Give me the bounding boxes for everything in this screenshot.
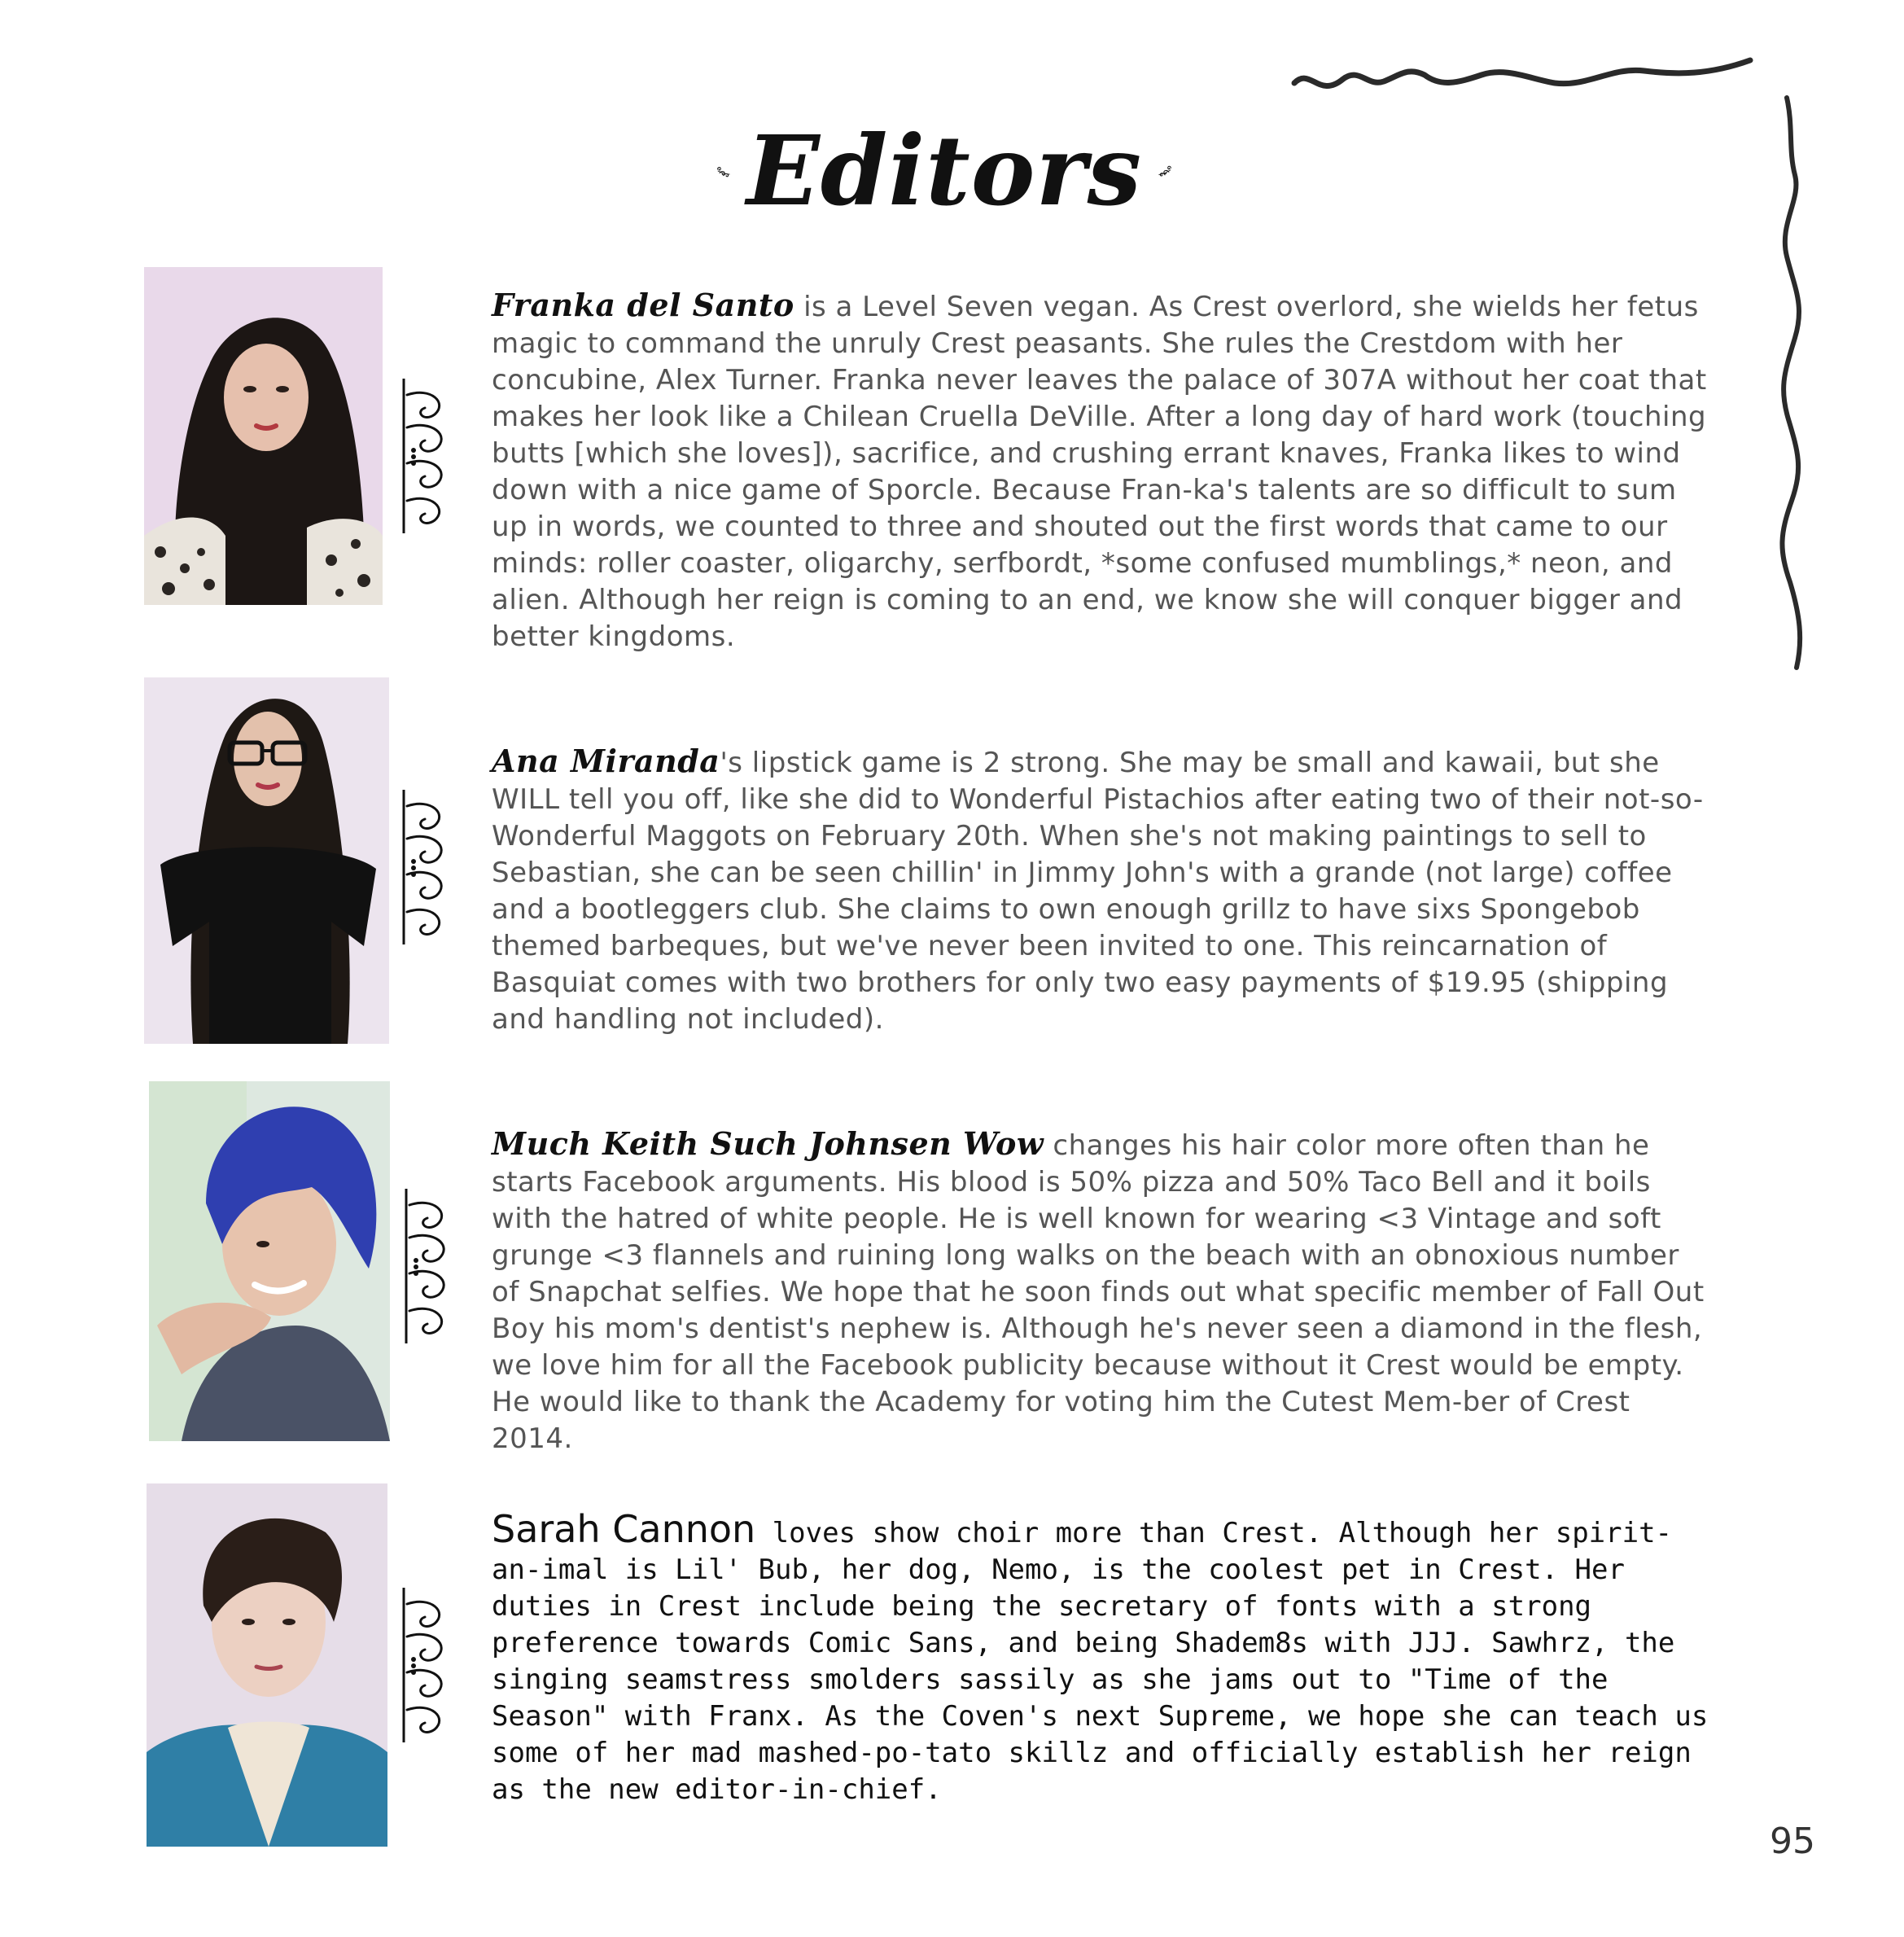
ornament-divider-icon [399, 790, 456, 944]
editor-name-keith: Much Keith Such Johnsen Wow [492, 1125, 1044, 1162]
ornament-divider-icon [399, 1588, 456, 1742]
editor-bio-ana [492, 743, 1713, 1038]
page-title [716, 114, 1172, 228]
editor-name-franka: Franka del Santo [492, 287, 794, 323]
page-title-text: Editors [746, 114, 1143, 227]
brush-squiggle-top [1286, 50, 1758, 107]
editor-bio-sarah [492, 1507, 1713, 1808]
editor-photo-sarah [147, 1483, 387, 1847]
ornament-divider-icon [401, 1189, 458, 1343]
page-number: 95 [1770, 1821, 1815, 1862]
editor-bio-text-franka: is a Level Seven vegan. As Crest overlord, she wields her fetus magic to command the unruly Crest peasants. She rules the Crestdom with her concubine, Alex Turner. Franka never leaves the palace of 307A without her coat that makes her look like a Chilean Cruella DeVille. After a long day of hard work (touching butts [which she loves]), sacrifice, and crushing errant knaves, Franka likes to wind down with a nice game of Sporcle. Because Fran-ka's talents are so difficult to sum up in words, we counted to three and shouted out the first words that came to our minds: roller coaster, oligarchy, serfbordt, *some confused mumblings,* neon, and alien. Although her reign is coming to an end, we know she will conquer bigger and better kingdoms. [492, 291, 1707, 653]
editor-bio-franka [492, 287, 1713, 655]
editor-bio-text-keith: changes his hair color more often than he starts Facebook arguments. His blood is 50% pizza and 50% Taco Bell and it boils with the hatred of white people. He is well known for wearing <3 Vintage and soft grunge <3 flannels and ruining long walks on the beach with an obnoxious number of Snapchat selfies. We hope that he soon finds out what specific member of Fall Out Boy his mom's dentist's nephew is. Although he's never seen a diamond in the flesh, we love him for all the Facebook publicity because without it Crest would be empty. He would like to thank the Academy for voting him the Cutest Mem-ber of Crest 2014. [492, 1129, 1705, 1455]
ornament-divider-icon [399, 379, 456, 533]
editor-bio-keith [492, 1125, 1713, 1457]
editor-photo-ana [144, 677, 389, 1044]
editor-bio-text-ana: 's lipstick game is 2 strong. She may be small and kawaii, but she WILL tell you off, like she did to Wonderful Pistachios after eating two of their not-so-Wonderful Maggots on February 20th. When she's not making paintings to sell to Sebastian, she can be seen chillin' in Jimmy John's with a grande (not large) coffee and a bootleggers club. She claims to own enough grillz to have sixs Spongebob themed barbeques, but we've never been invited to one. This reincarnation of Basquiat comes with two brothers for only two easy payments of $19.95 (shipping and handling not included). [492, 747, 1704, 1036]
editor-name-ana: Ana Miranda [492, 743, 720, 779]
editor-bio-text-sarah: loves show choir more than Crest. Although her spirit-an-imal is Lil' Bub, her dog, Nemo, is the coolest pet in Crest. Her duties in Crest include being the secretary of fonts with a strong preference towards Comic Sans, and being Shadem8s with JJJ. Sawhrz, the singing seamstress smolders sassily as she jams out to "Time of the Season" with Franx. As the Coven's next Supreme, we hope she can teach us some of her mad mashed-po-tato skillz and officially establish her reign as the new editor-in-chief. [492, 1517, 1709, 1806]
flourish-right-icon [1158, 138, 1172, 204]
editor-photo-keith [149, 1081, 390, 1441]
brush-squiggle-side [1771, 94, 1811, 672]
flourish-left-icon [716, 138, 730, 204]
editor-photo-franka [144, 267, 383, 605]
editor-name-sarah: Sarah Cannon [492, 1507, 756, 1551]
